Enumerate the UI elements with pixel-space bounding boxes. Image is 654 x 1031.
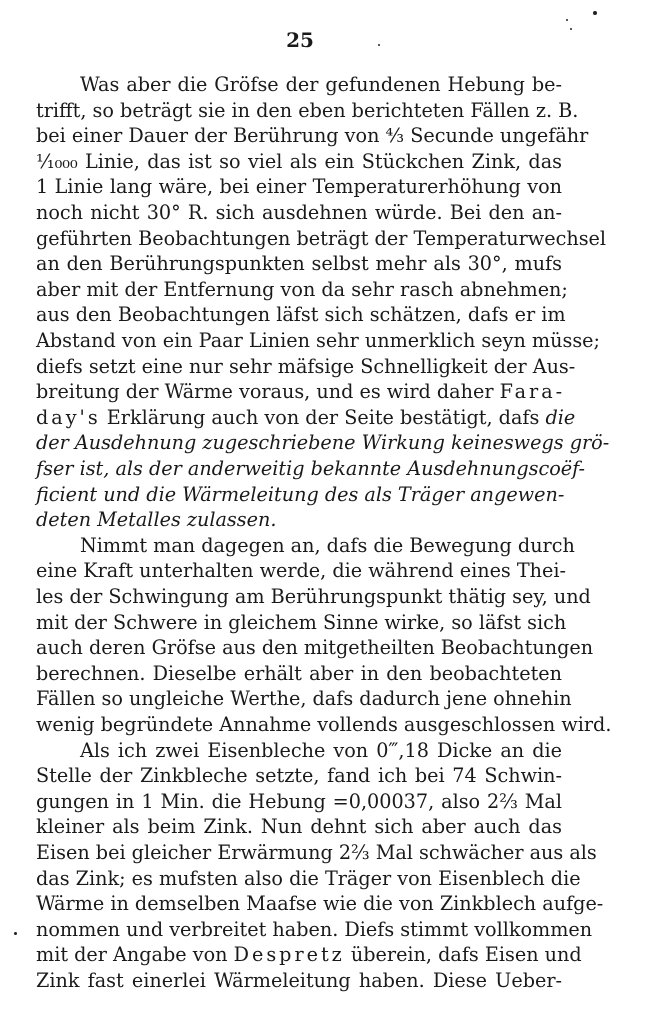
text-run: ficient und die Wärmeleitung des als Träger angewen- <box>36 483 565 506</box>
print-speck <box>593 11 597 15</box>
text-run: 1 Linie lang wäre, bei einer Temperaturerhöhung von <box>36 175 562 198</box>
print-speck <box>570 28 572 30</box>
text-run: Eisen bei gleicher Erwärmung 2⅔ Mal schwächer aus als <box>36 841 597 864</box>
text-line <box>36 635 594 660</box>
text-line <box>36 968 562 993</box>
text-run: kleiner als beim Zink. Nun dehnt sich aber auch das <box>36 815 562 838</box>
text-run: Erklärung auch von der Seite bestätigt, dafs <box>100 406 546 429</box>
text-run: Fällen so ungleiche Werthe, dafs dadurch jene ohnehin <box>36 687 572 710</box>
text-run: Wärme in demselben Maafse wie die von Zinkblech aufge- <box>36 892 604 915</box>
text-run: aber mit der Entfernung von da sehr rasch abnehmen; <box>36 278 568 301</box>
text-line <box>36 763 562 788</box>
text-line <box>36 507 562 532</box>
text-line <box>36 558 566 583</box>
text-run: die <box>545 406 576 429</box>
text-run: der Ausdehnung zugeschriebene Wirkung keineswegs grö- <box>36 431 610 454</box>
print-speck <box>566 19 568 21</box>
text-run: berechnen. Dieselbe erhält aber in den beobachteten <box>36 662 562 685</box>
text-run: auch deren Gröfse aus den mitgetheilten Beobachtungen <box>36 636 594 659</box>
text-line <box>36 891 604 916</box>
text-line <box>36 174 562 199</box>
text-line <box>36 123 589 148</box>
text-run: nommen und verbreitet haben. Diefs stimmt vollkommen <box>36 918 593 941</box>
text-line <box>36 482 565 507</box>
text-run: ¹⁄₁₀₀₀ Linie, das ist so viel als ein Stückchen Zink, das <box>36 150 562 173</box>
print-speck <box>14 932 17 935</box>
text-run: Als ich zwei Eisenbleche von 0‴,18 Dicke an die <box>80 739 562 762</box>
text-line <box>36 866 581 891</box>
text-line <box>36 354 576 379</box>
text-run: les der Schwingung am Berührungspunkt thätig sey, und <box>36 585 591 608</box>
text-run: Despretz <box>233 943 345 966</box>
text-run: breitung der Wärme voraus, und es wird daher <box>36 380 500 403</box>
text-run: trifft, so beträgt sie in den eben berichteten Fällen z. B. <box>36 99 579 122</box>
text-run: fser ist, als der anderweitig bekannte Ausdehnungscoëf- <box>36 457 586 480</box>
text-line <box>36 251 562 276</box>
text-line <box>36 712 612 737</box>
text-line <box>36 840 597 865</box>
text-line <box>36 277 568 302</box>
text-line <box>36 98 579 123</box>
text-line <box>80 533 575 558</box>
text-run: Fara- <box>499 380 566 403</box>
text-run: aus den Beobachtungen läfst sich schätzen, dafs er im <box>36 303 566 326</box>
print-speck <box>378 44 380 46</box>
text-run: eine Kraft unterhalten werde, die während eines Thei- <box>36 559 566 582</box>
text-line <box>36 456 586 481</box>
text-line <box>36 814 562 839</box>
text-line <box>36 226 607 251</box>
page-number: 25 <box>286 28 314 52</box>
text-line <box>80 738 562 763</box>
text-run: das Zink; es mufsten also die Träger von Eisenblech die <box>36 867 581 890</box>
text-run: deten Metalles zulassen. <box>36 508 277 531</box>
text-line <box>36 661 562 686</box>
text-run: Stelle der Zinkbleche setzte, fand ich bei 74 Schwin- <box>36 764 562 787</box>
text-run: day's <box>36 406 101 429</box>
text-run: Was aber die Gröfse der gefundenen Hebung be- <box>80 73 562 96</box>
text-run: Zink fast einerlei Wärmeleitung haben. Diese Ueber- <box>36 969 562 992</box>
text-line <box>36 200 562 225</box>
text-line <box>36 149 562 174</box>
text-line <box>36 610 567 635</box>
text-line <box>36 379 566 404</box>
text-run: noch nicht 30° R. sich ausdehnen würde. Bei den an- <box>36 201 562 224</box>
text-run: Nimmt man dagegen an, dafs die Bewegung durch <box>80 534 575 557</box>
text-line <box>36 789 562 814</box>
text-line <box>80 72 562 97</box>
text-line <box>36 405 576 430</box>
text-line <box>36 686 572 711</box>
text-line <box>36 328 600 353</box>
text-run: diefs setzt eine nur sehr mäfsige Schnelligkeit der Aus- <box>36 355 576 378</box>
text-line <box>36 302 566 327</box>
text-run: bei einer Dauer der Berührung von ⁴⁄₃ Secunde ungefähr <box>36 124 589 147</box>
text-run: an den Berührungspunkten selbst mehr als 30°, mufs <box>36 252 562 275</box>
text-run: gungen in 1 Min. die Hebung =0,00037, also 2⅔ Mal <box>36 790 562 813</box>
text-line <box>36 942 582 967</box>
text-run: mit der Angabe von <box>36 943 234 966</box>
text-line <box>36 917 593 942</box>
text-run: überein, dafs Eisen und <box>344 943 582 966</box>
text-run: geführten Beobachtungen beträgt der Temperaturwechsel <box>36 227 607 250</box>
text-run: Abstand von ein Paar Linien sehr unmerklich seyn müsse; <box>36 329 600 352</box>
text-line <box>36 584 591 609</box>
text-run: wenig begründete Annahme vollends ausgeschlossen wird. <box>36 713 612 736</box>
text-line <box>36 430 610 455</box>
text-run: mit der Schwere in gleichem Sinne wirke, so läfst sich <box>36 611 567 634</box>
